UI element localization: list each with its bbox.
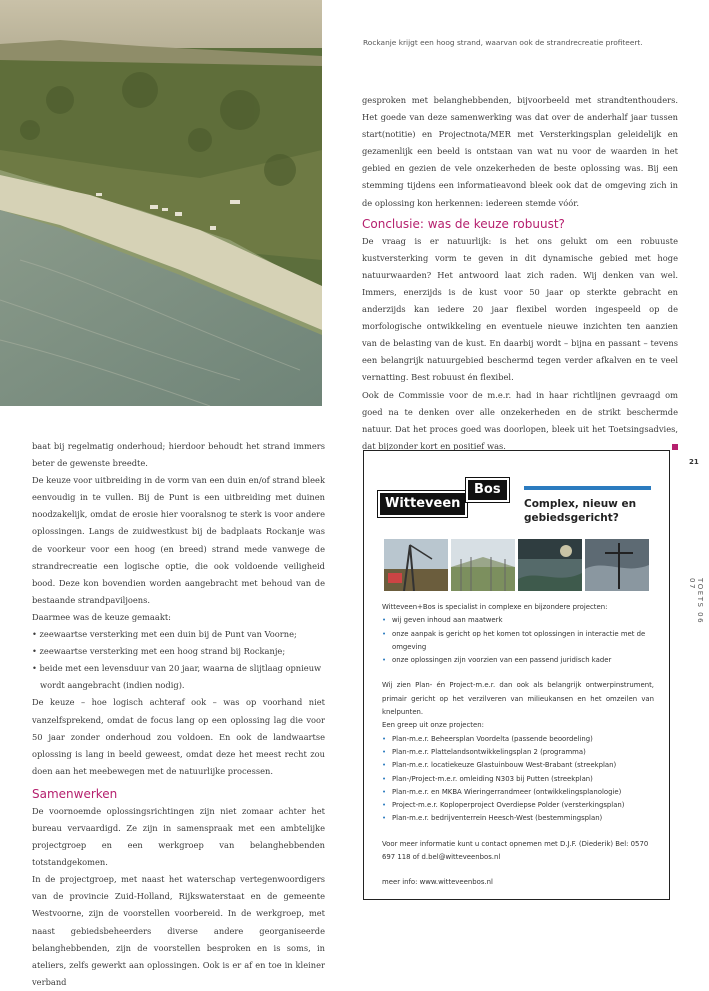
- paragraph: De voornoemde oplossingsrichtingen zijn niet zomaar achter het bureau vervaardigd. Ze zijn in samenspraak met een ambtelijke projectgroep en een werkgroep van belanghebbenden totstandgekomen.: [32, 805, 325, 868]
- list-item: • Plan-m.e.r. locatiekeuze Glastuinbouw West-Brabant (streekplan): [382, 759, 654, 772]
- ad-photo: [451, 539, 516, 591]
- logo-wordmark: Witteveen: [378, 491, 467, 517]
- advertisement-box: [363, 450, 670, 900]
- list-item: • zeewaartse versterking met een hoog strand bij Rockanje;: [32, 646, 286, 657]
- list-item: • Plan-m.e.r. bedrijventerrein Heesch-West (bestemmingsplan): [382, 812, 654, 825]
- paragraph: De keuze voor uitbreiding in de vorm van een duin en/of strand bleek eenvoudig in te vullen. Bij de Punt is een uitbreiding met duinen noodzakelijk, omdat de erosie hier vooralsnog te sterk is voor andere oplossingen. Langs de zuidwestkust bij de badplaats Rockanje was de voorkeur voor een hoog (en breed) strand mede vanwege de strandrecreatie een logische optie, die ook voldoende veiligheid bood. Deze kon bovendien worden aangebracht met behoud van de bestaande strandpaviljoens.: [32, 475, 325, 605]
- paragraph: De vraag is er natuurlijk: is het ons gelukt om een robuuste kustversterking vorm te geven in dit dynamische gebied met hoge natuurwaarden? Het antwoord laat zich raden. Wij denken van wel. Immers, enerzijds is de kust voor 50 jaar op sterkte gebracht en anderzijds kan iedere 20 jaar flexibel worden ingespeeld op de morfologische ontwikkeling en eventuele nieuwe inzichten ten aanzien van de belasting van de kust. En daarbij wordt – bijna en passant – tevens een belangrijk natuurgebied beschermd tegen verder afkalven en te veel vernatting. Best robuust én flexibel.: [362, 235, 678, 383]
- list-item: • Plan-m.e.r. en MKBA Wieringerrandmeer (ontwikkelingsplanologie): [382, 786, 654, 799]
- section-heading: Conclusie: was de keuze robuust?: [362, 216, 565, 231]
- section-heading: Samenwerken: [32, 786, 118, 801]
- left-column: [32, 438, 325, 991]
- accent-bar: [524, 486, 651, 490]
- list-item: • zeewaartse versterking met een duin bij de Punt van Voorne;: [32, 629, 297, 640]
- projects-intro: Een greep uit onze projecten:: [382, 721, 484, 730]
- website-link[interactable]: meer info: www.witteveenbos.nl: [382, 878, 493, 887]
- list-item: • Project-m.e.r. Koploperproject Overdiepse Polder (versterkingsplan): [382, 799, 654, 812]
- ad-intro: Witteveen+Bos is specialist in complexe en bijzondere projecten:: [382, 603, 608, 611]
- list-item: • onze oplossingen zijn voorzien van een passend juridisch kader: [382, 654, 654, 667]
- ad-tagline: Complex, nieuw en gebiedsgericht?: [524, 498, 637, 524]
- ad-photo-strip: [384, 539, 650, 591]
- paragraph: baat bij regelmatig onderhoud; hierdoor behoudt het strand immers beter de gewenste breedte.: [32, 441, 325, 469]
- ad-photo: [384, 539, 449, 591]
- paragraph: Ook de Commissie voor de m.e.r. had in haar richtlijnen gevraagd om goed na te denken over alle onzekerheden en de strikt beschermde natuur. Dat het proces goed was doorlopen, bleek uit het Toetsingsadvies, dat bijzonder kort en positief was.: [362, 389, 678, 451]
- ad-intro-list: [382, 614, 654, 667]
- contact-info: Voor meer informatie kunt u contact opnemen met D.J.F. (Diederik) Bel: 0570 697 118 of d.bel@witteveenbos.nl: [382, 839, 649, 862]
- list-item: • beide met een levensduur van 20 jaar, waarna de slijtlaag opnieuw: [32, 663, 322, 674]
- list-item: • Plan-m.e.r. Plattelandsontwikkelingsplan 2 (programma): [382, 746, 654, 759]
- company-logo: [378, 478, 506, 514]
- list-item-continuation: wordt aangebracht (indien nodig).: [40, 680, 185, 691]
- ad-paragraph: Wij zien Plan- én Project-m.e.r. dan ook als belangrijk ontwerpinstrument, primair gericht op het verzilveren van milieukansen en het omzeilen van knelpunten.: [382, 681, 654, 717]
- paragraph: In de projectgroep, met naast het waterschap vertegenwoordigers van de provincie Zuid-Holland, Rijkswaterstaat en de gemeente Westvoorne, zijn de voorstellen voorbereid. In de werkgroep, met naast gebiedsbeheerders diverse andere georganiseerde belanghebbenden, zijn de voorstellen besproken en is soms, in ateliers, zelfs gewerkt aan oplossingen. Ook is er af en toe in kleiner verband: [32, 874, 325, 987]
- aerial-beach-photo: [0, 0, 322, 406]
- list-item: • Plan-m.e.r. Beheersplan Voordelta (passende beoordeling): [382, 733, 654, 746]
- list-item: • onze aanpak is gericht op het komen tot oplossingen in interactie met de omgeving: [382, 628, 654, 655]
- right-column: [362, 92, 678, 455]
- projects-list: [382, 733, 654, 826]
- photo-caption: Rockanje krijgt een hoog strand, waarvan ook de strandrecreatie profiteert.: [363, 38, 643, 47]
- paragraph: Daarmee was de keuze gemaakt:: [32, 611, 171, 622]
- paragraph: gesproken met belanghebbenden, bijvoorbeeld met strandtenthouders. Het goede van deze samenwerking was dat over de anderhalf jaar tussen start(notitie) en Projectnota/MER met Versterkingsplan geleidelijk en gezamenlijk een beeld is ontstaan van wat nu voor de waarden in het gebied en gezien de vele onzekerheden de beste oplossing was. Bij een stemming tijdens een informatieavond bleek ook dat de omgeving zich in de oplossing kon herkennen: iedereen stemde vóór.: [362, 95, 678, 208]
- end-mark-icon: [672, 444, 678, 450]
- ad-photo: [585, 539, 650, 591]
- logo-wordmark-bos: Bos: [466, 478, 509, 502]
- ad-photo: [518, 539, 583, 591]
- list-item: • wij geven inhoud aan maatwerk: [382, 614, 654, 627]
- ad-body: [382, 601, 654, 890]
- paragraph: De keuze – hoe logisch achteraf ook – was op voorhand niet vanzelfsprekend, omdat de focus lang op een oplossing lag die voor 50 jaar zonder onderhoud zou voldoen. En ook de landwaartse oplossing is lang in beeld geweest, omdat deze het meest recht zou doen aan het meebewegen met de natuurlijke processen.: [32, 697, 325, 776]
- list-item: • Plan-/Project-m.e.r. omleiding N303 bij Putten (streekplan): [382, 773, 654, 786]
- running-footer: TOETS 06 07: [688, 578, 704, 625]
- page-number: 21: [689, 458, 699, 466]
